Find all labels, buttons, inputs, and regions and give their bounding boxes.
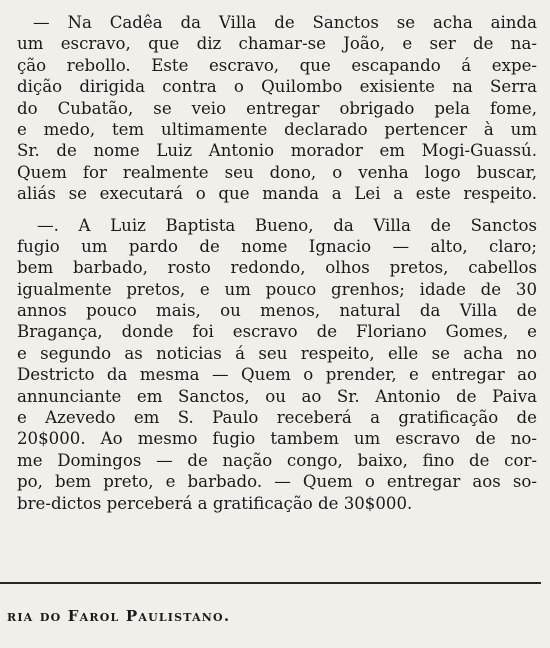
- notice-line: bre-dictos perceberá a gratificação de 30$000.: [17, 493, 413, 513]
- notice-line: —. A Luiz Baptista Bueno, da Villa de Sanctos: [37, 215, 537, 235]
- column-divider-rule: [0, 582, 541, 584]
- notice-line: e Azevedo em S. Paulo receberá a gratificação de: [17, 408, 537, 428]
- notices-column: [17, 12, 537, 514]
- notice-line: e medo, tem ultimamente declarado pertencer à um: [17, 119, 537, 139]
- notice-line: Quem for realmente seu dono, o venha logo buscar,: [17, 162, 537, 182]
- notice-separator: [17, 205, 537, 215]
- notice-line: ção rebollo. Este escravo, que escapando á expe-: [17, 55, 537, 75]
- notice-line: e segundo as noticias á seu respeito, elle se acha no: [17, 343, 537, 363]
- notice-line: Destricto da mesma — Quem o prender, e entregar ao: [17, 365, 537, 385]
- printer-imprint: ria do Farol Paulistano.: [7, 607, 231, 625]
- notice-line: annos pouco mais, ou menos, natural da Villa de: [17, 301, 537, 321]
- notice-fugitive-ignacio: [17, 215, 537, 514]
- notice-line: 20$000. Ao mesmo fugio tambem um escravo de no-: [17, 429, 537, 449]
- notice-line: Bragança, donde foi escravo de Floriano Gomes, e: [17, 322, 537, 342]
- notice-line: annunciante em Sanctos, ou ao Sr. Antonio de Paiva: [17, 386, 537, 406]
- notice-line: do Cubatão, se veio entregar obrigado pela fome,: [17, 98, 537, 118]
- notice-line: um escravo, que diz chamar-se João, e ser de na-: [17, 34, 537, 54]
- notice-line: me Domingos — de nação congo, baixo, fino de cor-: [17, 450, 537, 470]
- notice-escaped-slave-joao: [17, 12, 537, 205]
- notice-line: Sr. de nome Luiz Antonio morador em Mogi-Guassú.: [17, 141, 537, 161]
- notice-line: dição dirigida contra o Quilombo exisiente na Serra: [17, 77, 537, 97]
- notice-line: bem barbado, rosto redondo, olhos pretos, cabellos: [17, 258, 537, 278]
- notice-line: — Na Cadêa da Villa de Sanctos se acha ainda: [33, 13, 537, 32]
- notice-line: po, bem preto, e barbado. — Quem o entregar aos so-: [17, 472, 537, 492]
- notice-line: aliás se executará o que manda a Lei a este respeito.: [17, 184, 537, 204]
- notice-line: igualmente pretos, e um pouco grenhos; idade de 30: [17, 279, 537, 299]
- notice-line: fugio um pardo de nome Ignacio — alto, claro;: [17, 236, 537, 256]
